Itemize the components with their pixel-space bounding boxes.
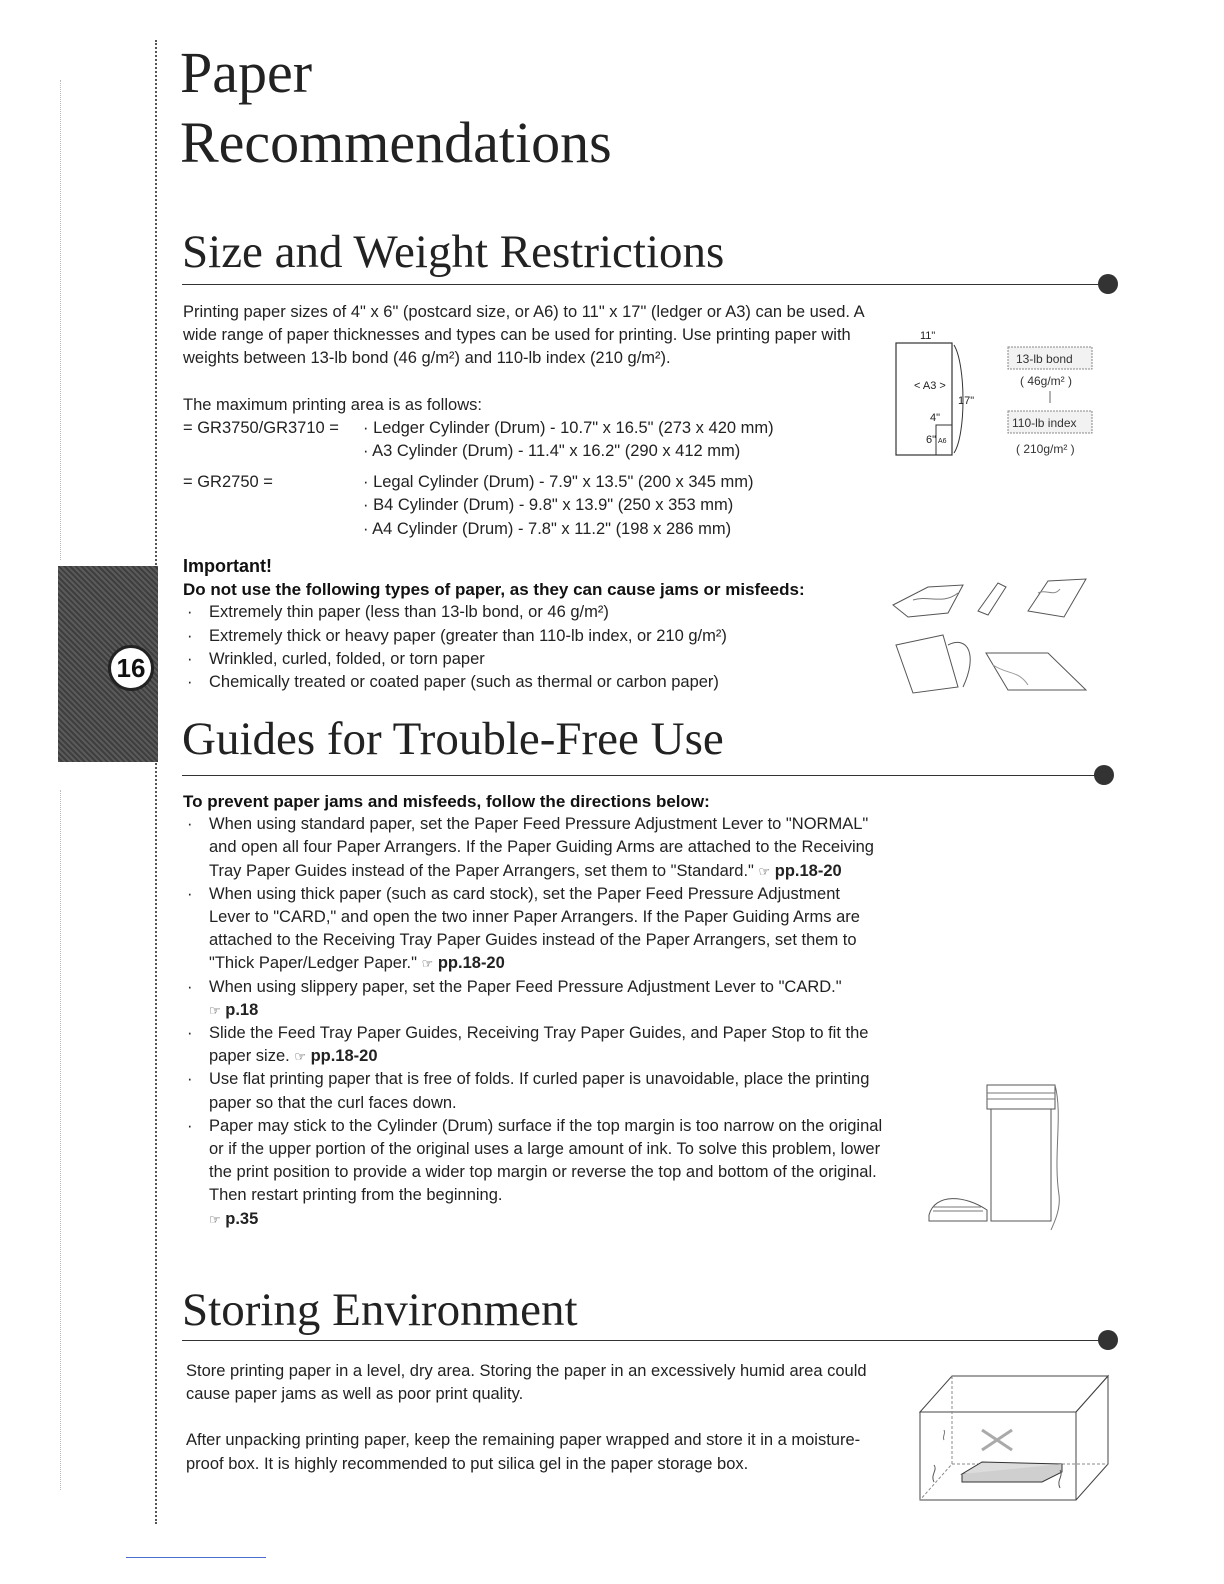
size-intro-paragraph: Printing paper sizes of 4" x 6" (postcard size, or A6) to 11" x 17" (ledger or A3) can be used. A wide range of paper thicknesses and types can be used for printing. Use printing paper with weights between 13-lb bond (46 g/m²) and 110-lb index (210 g/m²).: [183, 303, 864, 368]
page-reference-label: p.18: [225, 1000, 259, 1019]
page-title-line2: Recommendations: [180, 110, 612, 175]
page-number-badge: 16: [108, 645, 154, 691]
weight-min-metric: ( 46g/m² ): [1020, 374, 1073, 388]
weight-max-metric: ( 210g/m² ): [1016, 442, 1075, 456]
section-rule: [182, 284, 1100, 285]
printer-illustration: [925, 1075, 1065, 1235]
list-item: [183, 813, 883, 883]
storage-box-illustration: [912, 1370, 1112, 1505]
list-item: · Extremely thin paper (less than 13-lb bond, or 46 g/m²): [183, 601, 903, 624]
storing-paragraph: Store printing paper in a level, dry area. Storing the paper in an excessively humid area could cause paper jams as well as poor print quality.: [186, 1362, 867, 1404]
storing-paragraph: After unpacking printing paper, keep the remaining paper wrapped and store it in a moisture-proof box. It is highly recommended to put silica gel in the paper storage box.: [186, 1431, 861, 1473]
paper-size-label: < A3 >: [914, 380, 946, 392]
page-reference-label: pp.18-20: [310, 1047, 378, 1066]
list-item: [183, 1068, 883, 1114]
page-reference-label: pp.18-20: [774, 861, 842, 880]
section-heading-storing: Storing Environment: [182, 1284, 578, 1336]
page-reference-label: p.35: [225, 1209, 259, 1228]
guide-text: Slide the Feed Tray Paper Guides, Receiving Tray Paper Guides, and Paper Stop to fit the paper size.: [209, 1024, 869, 1066]
section-rule-dot: [1098, 1330, 1118, 1350]
reference-pointer-icon: ☞: [294, 1049, 306, 1065]
guide-text: When using standard paper, set the Paper Feed Pressure Adjustment Lever to "NORMAL" and open all four Paper Arrangers. If the Paper Guiding Arms are attached to the Receiving Tray Paper Guides instead of the Paper Arrangers, set them to "Standard.": [209, 815, 874, 880]
section-heading-guides: Guides for Trouble-Free Use: [182, 713, 724, 765]
storing-body: [186, 1360, 886, 1476]
important-block: [183, 555, 903, 694]
important-list: [183, 601, 903, 694]
guide-text: Use flat printing paper that is free of folds. If curled paper is unavoidable, place the printing paper so that the curl faces down.: [209, 1070, 870, 1112]
small-size-tag: A6: [938, 438, 947, 445]
max-area-intro: The maximum printing area is as follows:: [183, 395, 482, 414]
page-title: [180, 38, 612, 178]
section-heading-size-weight: Size and Weight Restrictions: [182, 226, 725, 278]
guides-subheading: To prevent paper jams and misfeeds, follow the directions below:: [183, 792, 710, 811]
page-reference[interactable]: [209, 1001, 258, 1019]
guides-list: [183, 813, 883, 1231]
print-area-item: · Legal Cylinder (Drum) - 7.9" x 13.5" (200 x 345 mm): [363, 473, 754, 492]
list-item: · Wrinkled, curled, folded, or torn paper: [183, 648, 903, 671]
weight-max-label: 110-lb index: [1012, 416, 1077, 430]
list-item: [183, 883, 883, 976]
page-reference[interactable]: [209, 1210, 258, 1228]
model-label: = GR2750 =: [183, 473, 273, 492]
print-area-item: · B4 Cylinder (Drum) - 9.8" x 13.9" (250 x 353 mm): [363, 496, 734, 515]
page-reference[interactable]: [294, 1047, 377, 1065]
list-item: · Chemically treated or coated paper (such as thermal or carbon paper): [183, 671, 903, 694]
section-rule: [182, 775, 1096, 776]
print-area-items: [363, 417, 883, 463]
guide-text: When using slippery paper, set the Paper Feed Pressure Adjustment Lever to "CARD.": [209, 977, 842, 996]
section-rule: [182, 1340, 1102, 1341]
reference-pointer-icon: ☞: [421, 956, 434, 972]
paper-size-figure: [890, 325, 1105, 465]
size-weight-body: [183, 301, 883, 541]
small-width-label: 4": [930, 412, 941, 424]
paper-height-label: 17": [958, 395, 975, 407]
page-reference-label: pp.18-20: [437, 954, 505, 973]
page-title-line1: Paper: [180, 40, 313, 105]
paper-width-label: 11": [920, 330, 936, 342]
list-item: · Extremely thick or heavy paper (greater than 110-lb index, or 210 g/m²): [183, 625, 903, 648]
print-area-group: [183, 417, 883, 463]
faint-margin-line: [60, 80, 61, 560]
faint-margin-line: [60, 790, 61, 1490]
reference-pointer-icon: ☞: [758, 863, 771, 879]
print-area-item: · A4 Cylinder (Drum) - 7.8" x 11.2" (198 x 286 mm): [363, 519, 732, 538]
small-height-label: 6": [926, 434, 937, 446]
margin-dotted-line: [155, 40, 157, 1524]
print-area-item: · Ledger Cylinder (Drum) - 10.7" x 16.5" (273 x 420 mm): [363, 418, 774, 437]
damaged-paper-illustration: [888, 575, 1093, 700]
print-area-items: [363, 471, 883, 541]
list-item: [183, 1022, 883, 1068]
guide-text: When using thick paper (such as card stock), set the Paper Feed Pressure Adjustment Lever to "CARD," and open the two inner Paper Arrangers. If the Paper Guiding Arms are attached to the Receiving Tray Paper Guides instead of the Paper Arrangers, set them to "Thick Paper/Ledger Paper.": [209, 884, 860, 973]
list-item: [183, 976, 883, 1022]
page-reference[interactable]: [759, 862, 842, 880]
section-rule-dot: [1098, 274, 1118, 294]
important-heading: Important!: [183, 556, 272, 576]
footer-link-line: [126, 1557, 266, 1558]
section-rule-dot: [1094, 765, 1114, 785]
reference-pointer-icon: ☞: [209, 1211, 221, 1227]
print-area-item: · A3 Cylinder (Drum) - 11.4" x 16.2" (290 x 412 mm): [363, 442, 741, 461]
list-item: [183, 1115, 883, 1231]
guides-body: [183, 790, 883, 1231]
reference-pointer-icon: ☞: [209, 1002, 221, 1018]
page-reference[interactable]: [422, 954, 505, 972]
model-label: = GR3750/GR3710 =: [183, 418, 339, 437]
important-subheading: Do not use the following types of paper, as they can cause jams or misfeeds:: [183, 580, 805, 600]
guide-text: Paper may stick to the Cylinder (Drum) surface if the top margin is too narrow on the original or if the upper portion of the original uses a large amount of ink. To solve this problem, lower the print position to provide a wider top margin or reverse the top and bottom of the original. Then restart printing from the beginning.: [209, 1116, 883, 1205]
print-area-group: [183, 471, 883, 541]
weight-min-label: 13-lb bond: [1016, 352, 1073, 366]
